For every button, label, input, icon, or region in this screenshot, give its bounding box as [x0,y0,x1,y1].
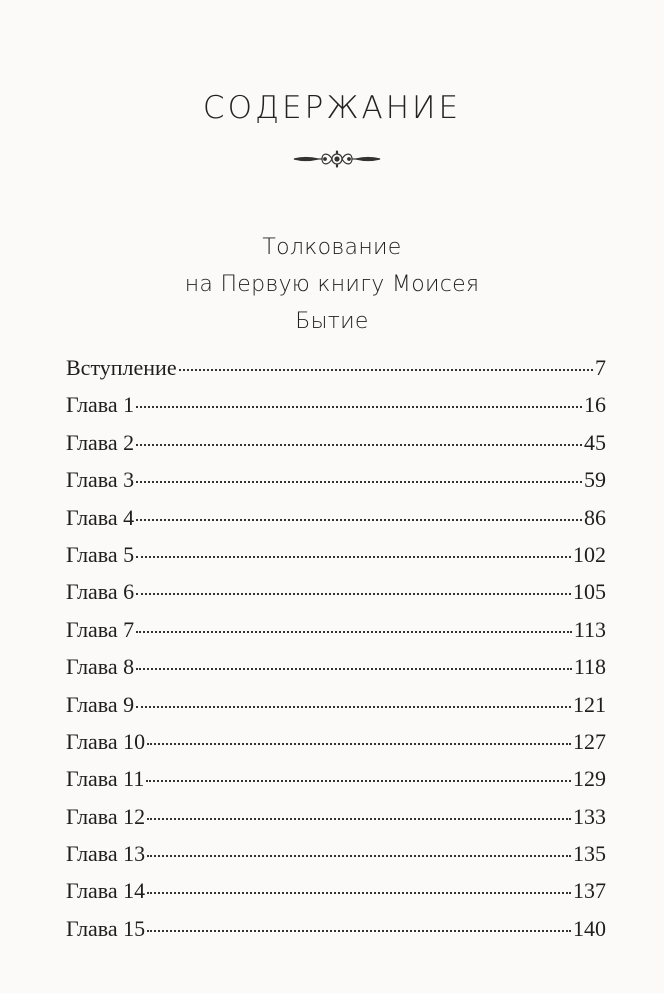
toc-entry[interactable] [66,872,606,909]
section-title-line: Толкование [262,235,402,260]
toc-entry[interactable] [66,723,606,760]
toc-entry-label: Глава 5 [66,541,135,567]
dot-leader [136,705,571,708]
toc-entry-page: 135 [573,841,606,867]
section-title-line: Бытие [295,309,369,334]
toc-entry[interactable] [66,536,606,573]
toc-entry-page: 45 [584,429,606,455]
toc-entry[interactable] [66,461,606,498]
dot-leader [136,518,582,521]
table-of-contents [66,349,606,947]
dot-leader [136,667,572,670]
page-title: СОДЕРЖАНИЕ [202,90,462,126]
toc-entry[interactable] [66,686,606,723]
toc-entry-label: Глава 14 [66,878,146,904]
toc-entry[interactable] [66,386,606,423]
toc-entry[interactable] [66,760,606,797]
toc-entry[interactable] [66,611,606,648]
toc-entry-label: Глава 2 [66,429,135,455]
toc-entry-label: Глава 6 [66,579,135,605]
toc-entry-label: Вступление [66,355,177,380]
toc-entry[interactable] [66,798,606,835]
floral-divider-icon [292,148,382,170]
dot-leader [179,368,593,371]
toc-entry[interactable] [66,910,606,947]
toc-entry[interactable] [66,349,606,386]
dot-leader [136,630,572,633]
toc-entry-page: 133 [573,803,606,829]
toc-entry-label: Глава 7 [66,616,135,642]
toc-entry-page: 137 [573,878,606,904]
section-title-line: на Первую книгу Моисея [184,272,480,297]
toc-entry-page: 121 [573,691,606,717]
toc-entry[interactable] [66,573,606,610]
toc-entry-label: Глава 9 [66,691,135,717]
toc-entry-page: 127 [573,728,606,754]
toc-entry-page: 105 [573,579,606,605]
dot-leader [136,443,582,446]
toc-entry-page: 59 [584,467,606,493]
dot-leader [147,929,571,932]
toc-entry-label: Глава 1 [66,392,135,418]
toc-entry[interactable] [66,424,606,461]
dot-leader [147,854,571,857]
toc-entry-page: 16 [584,392,606,418]
toc-entry-label: Глава 10 [66,728,146,754]
toc-entry-label: Глава 11 [66,766,145,792]
dot-leader [136,405,582,408]
section-title [0,229,664,340]
toc-entry-page: 140 [573,915,606,941]
toc-entry-page: 86 [584,504,606,530]
toc-entry-page: 113 [573,616,606,642]
toc-entry-page: 7 [595,355,606,380]
toc-entry-label: Глава 4 [66,504,135,530]
dot-leader [147,742,571,745]
toc-entry-page: 102 [573,541,606,567]
dot-leader [136,480,582,483]
toc-entry-label: Глава 13 [66,841,146,867]
dot-leader [136,555,571,558]
toc-entry-page: 129 [573,766,606,792]
toc-entry-page: 118 [573,654,606,680]
dot-leader [147,891,571,894]
dot-leader [147,817,571,820]
dot-leader [136,592,571,595]
toc-entry[interactable] [66,648,606,685]
toc-entry-label: Глава 12 [66,803,146,829]
toc-entry-label: Глава 3 [66,467,135,493]
toc-entry[interactable] [66,835,606,872]
toc-entry-label: Глава 8 [66,654,135,680]
toc-entry[interactable] [66,499,606,536]
dot-leader [146,779,571,782]
toc-entry-label: Глава 15 [66,915,146,941]
